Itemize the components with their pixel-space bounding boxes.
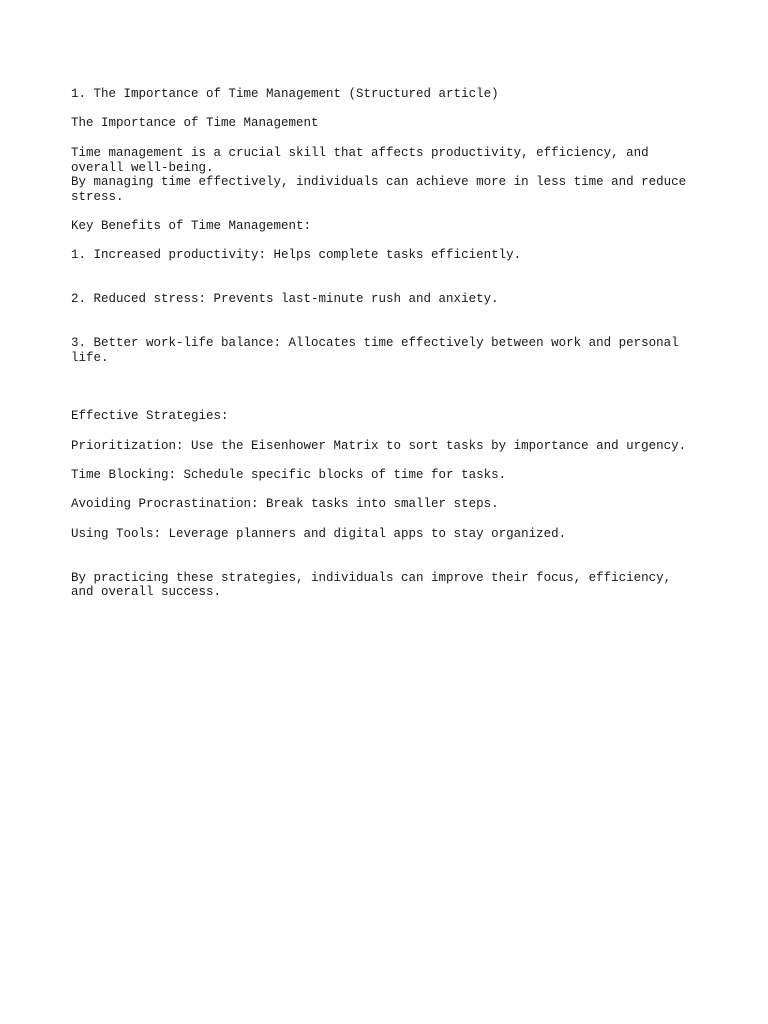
benefit-item-3-line-1: 3. Better work-life balance: Allocates time effectively between work and personal (71, 336, 679, 350)
strategy-item-4: Using Tools: Leverage planners and digital apps to stay organized. (71, 527, 567, 541)
conclusion-line-2: and overall success. (71, 585, 222, 599)
intro-line-1: Time management is a crucial skill that affects productivity, efficiency, and (71, 146, 649, 160)
strategy-item-2: Time Blocking: Schedule specific blocks of time for tasks. (71, 468, 507, 482)
benefits-heading: Key Benefits of Time Management: (71, 219, 312, 233)
intro-line-3: By managing time effectively, individuals can achieve more in less time and reduce (71, 175, 687, 189)
strategies-heading: Effective Strategies: (71, 409, 229, 423)
article-title: The Importance of Time Management (71, 116, 319, 130)
benefit-item-3-line-2: life. (71, 351, 109, 365)
heading-line: 1. The Importance of Time Management (Structured article) (71, 87, 499, 101)
benefit-item-1: 1. Increased productivity: Helps complete tasks efficiently. (71, 248, 522, 262)
strategy-item-3: Avoiding Procrastination: Break tasks into smaller steps. (71, 497, 499, 511)
conclusion-line-1: By practicing these strategies, individuals can improve their focus, efficiency, (71, 571, 672, 585)
intro-line-2: overall well-being. (71, 161, 214, 175)
strategy-item-1: Prioritization: Use the Eisenhower Matrix to sort tasks by importance and urgency. (71, 439, 687, 453)
intro-line-4: stress. (71, 190, 124, 204)
benefit-item-2: 2. Reduced stress: Prevents last-minute rush and anxiety. (71, 292, 499, 306)
